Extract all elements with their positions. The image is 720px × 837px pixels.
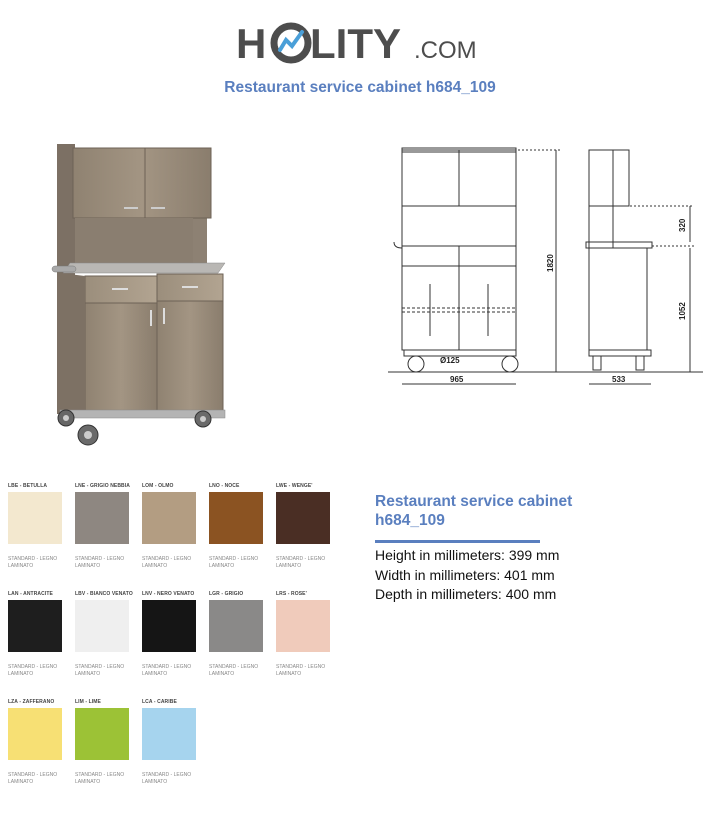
- holity-logo[interactable]: [236, 18, 486, 68]
- swatch-color-sample[interactable]: [75, 708, 129, 760]
- swatch-description: STANDARD - LEGNO LAMINATO: [209, 664, 259, 677]
- swatch-color-sample[interactable]: [8, 600, 62, 652]
- swatch-item[interactable]: [75, 591, 137, 678]
- swatch-name: LGR - GRIGIO: [209, 591, 244, 597]
- swatch-color-sample[interactable]: [142, 708, 196, 760]
- swatch-description: STANDARD - LEGNO LAMINATO: [276, 556, 326, 569]
- swatch-description: STANDARD - LEGNO LAMINATO: [142, 772, 192, 785]
- swatch-description: STANDARD - LEGNO LAMINATO: [276, 664, 326, 677]
- swatch-color-sample[interactable]: [209, 600, 263, 652]
- spec-width: Width in millimeters: 401 mm: [375, 566, 555, 583]
- swatch-color-sample[interactable]: [8, 492, 62, 544]
- dim-upper: 320: [678, 218, 687, 232]
- swatch-color-sample[interactable]: [276, 600, 330, 652]
- swatch-name: LAN - ANTRACITE: [8, 591, 53, 597]
- swatch-color-sample[interactable]: [276, 492, 330, 544]
- swatch-description: STANDARD - LEGNO LAMINATO: [8, 556, 58, 569]
- swatch-item[interactable]: [209, 591, 271, 678]
- swatch-color-sample[interactable]: [75, 600, 129, 652]
- swatch-item[interactable]: [75, 483, 137, 570]
- swatch-description: STANDARD - LEGNO LAMINATO: [75, 664, 125, 677]
- swatch-description: STANDARD - LEGNO LAMINATO: [8, 664, 58, 677]
- swatch-name: LIM - LIME: [75, 699, 101, 705]
- swatch-item[interactable]: [142, 699, 204, 786]
- technical-drawing: [378, 138, 713, 394]
- logo-domain: .COM: [414, 37, 477, 64]
- swatch-item[interactable]: [276, 591, 338, 678]
- dim-depth: 533: [612, 375, 626, 384]
- spec-height: Height in millimeters: 399 mm: [375, 547, 560, 563]
- logo-letter-h: H: [236, 20, 267, 67]
- swatch-description: STANDARD - LEGNO LAMINATO: [75, 772, 125, 785]
- page-subtitle: Restaurant service cabinet h684_109: [224, 79, 496, 96]
- swatch-description: STANDARD - LEGNO LAMINATO: [75, 556, 125, 569]
- swatch-color-sample[interactable]: [8, 708, 62, 760]
- swatch-name: LNV - NERO VENATO: [142, 591, 195, 597]
- swatch-name: LZA - ZAFFERANO: [8, 699, 55, 705]
- spec-depth: Depth in millimeters: 400 mm: [375, 586, 557, 602]
- dim-lower: 1052: [678, 302, 687, 320]
- swatch-item[interactable]: [8, 591, 70, 678]
- swatch-item[interactable]: [8, 699, 70, 786]
- swatch-item[interactable]: [8, 483, 70, 570]
- swatch-name: LNE - GRIGIO NEBBIA: [75, 483, 130, 489]
- swatch-name: LCA - CARIBE: [142, 699, 177, 705]
- swatch-color-sample[interactable]: [142, 600, 196, 652]
- dim-wheel: Ø125: [440, 356, 460, 365]
- swatch-name: LOM - OLMO: [142, 483, 174, 489]
- swatch-item[interactable]: [142, 591, 204, 678]
- dim-width: 965: [450, 375, 464, 384]
- swatch-item[interactable]: [209, 483, 271, 570]
- swatch-description: STANDARD - LEGNO LAMINATO: [142, 664, 192, 677]
- logo-letters-lity: LITY: [310, 20, 401, 67]
- swatch-description: STANDARD - LEGNO LAMINATO: [209, 556, 259, 569]
- swatch-name: LWE - WENGE': [276, 483, 313, 489]
- swatch-name: LBE - BETULLA: [8, 483, 48, 489]
- swatch-item[interactable]: [276, 483, 338, 570]
- swatch-name: LRS - ROSE': [276, 591, 307, 597]
- swatch-description: STANDARD - LEGNO LAMINATO: [142, 556, 192, 569]
- swatch-item[interactable]: [75, 699, 137, 786]
- swatch-color-sample[interactable]: [209, 492, 263, 544]
- swatch-item[interactable]: [142, 483, 204, 570]
- product-photo: [0, 128, 290, 458]
- title-divider: [375, 540, 540, 543]
- product-title: Restaurant service cabinet h684_109: [375, 493, 573, 529]
- swatch-description: STANDARD - LEGNO LAMINATO: [8, 772, 58, 785]
- dim-height-total: 1820: [546, 254, 555, 272]
- swatch-color-sample[interactable]: [75, 492, 129, 544]
- swatch-name: LNO - NOCE: [209, 483, 240, 489]
- product-specs: [375, 546, 675, 605]
- swatch-color-sample[interactable]: [142, 492, 196, 544]
- logo-o-icon: [274, 26, 308, 60]
- swatch-name: LBV - BIANCO VENATO: [75, 591, 133, 597]
